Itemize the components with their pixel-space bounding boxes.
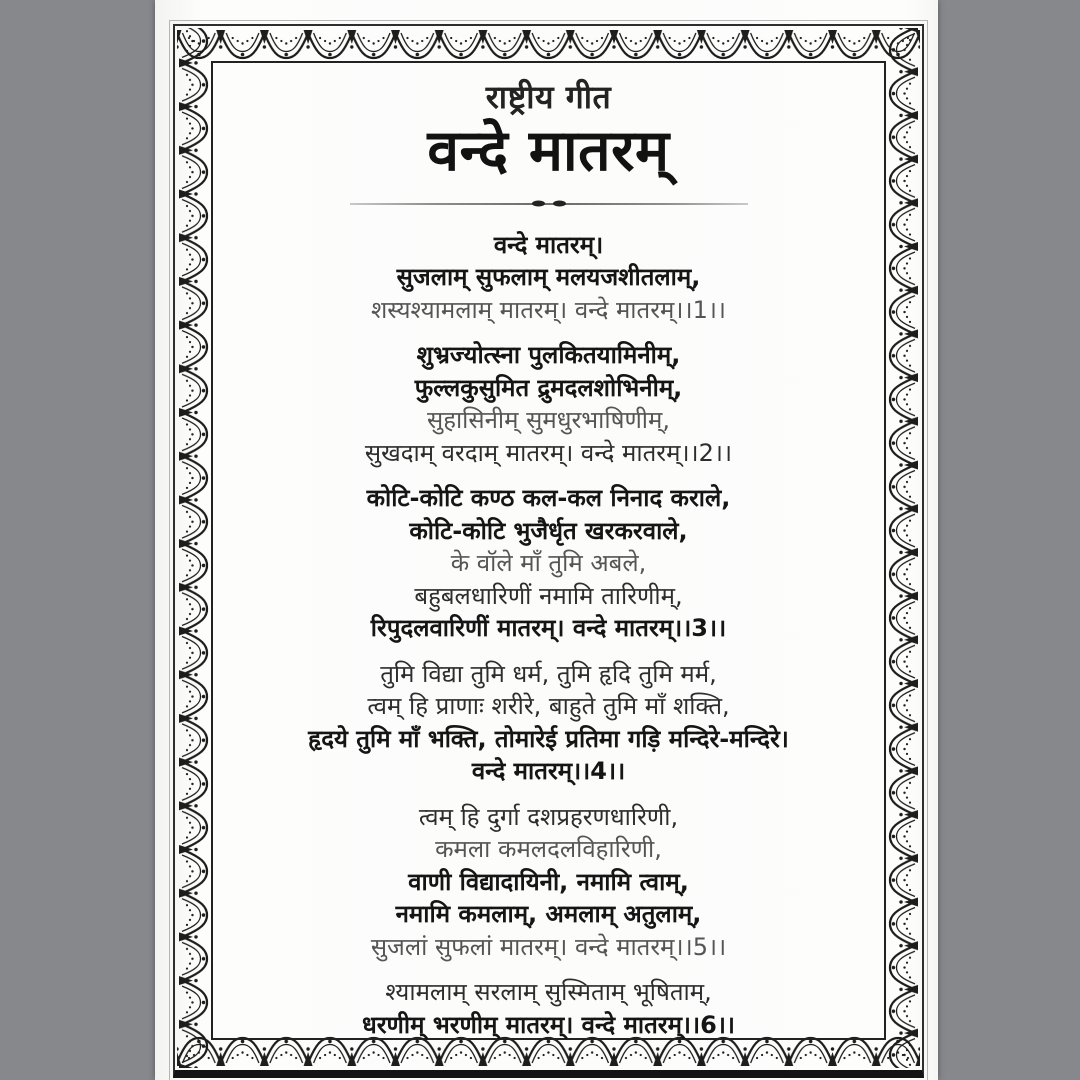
lyric-line: रिपुदलवारिणीं मातरम्। वन्दे मातरम्।।3।। bbox=[370, 614, 727, 643]
lyric-line: वन्दे मातरम्।।4।। bbox=[471, 757, 626, 786]
stanza-4 bbox=[213, 658, 884, 788]
title-divider bbox=[350, 203, 748, 205]
lyric-line: वन्दे मातरम्। bbox=[493, 230, 604, 259]
stanza-6 bbox=[213, 976, 884, 1041]
song-lyrics bbox=[213, 229, 884, 1042]
song-category-heading: राष्ट्रीय गीत bbox=[485, 78, 612, 116]
lyric-line: सुहासिनीम् सुमधुरभाषिणीम्, bbox=[426, 406, 671, 435]
lyric-line: त्वम् हि दुर्गा दशप्रहरणधारिणी, bbox=[418, 802, 679, 831]
divider-ornament bbox=[532, 200, 566, 207]
lyric-line: कमला कमलदलविहारिणी, bbox=[435, 835, 662, 864]
page-content bbox=[213, 61, 884, 1046]
stanza-3 bbox=[213, 482, 884, 645]
lyric-line: सुखदाम् वरदाम् मातरम्। वन्दे मातरम्।।2।। bbox=[364, 438, 733, 467]
ornamental-lace-border-right bbox=[887, 28, 920, 1068]
stanza-5 bbox=[213, 801, 884, 964]
lyric-line: नमामि कमलाम्, अमलाम् अतुलाम्, bbox=[395, 900, 702, 929]
lace-pattern bbox=[177, 28, 210, 1068]
lyric-line: सुजलाम् सुफलाम् मलयजशीतलाम्, bbox=[396, 263, 701, 292]
lyric-line: त्वम् हि प्राणाः शरीरे, बाहुते तुमि माँ शक्ति, bbox=[367, 692, 730, 721]
lyric-line: कोटि-कोटि भुजैर्धृत खरकरवाले, bbox=[409, 516, 688, 545]
lyric-line: धरणीम् भरणीम् मातरम्। वन्दे मातरम्।।6।। bbox=[361, 1010, 736, 1039]
lyric-line: के वॉले माँ तुमि अबले, bbox=[450, 549, 647, 578]
stanza-2 bbox=[213, 339, 884, 469]
ornamental-lace-border-left bbox=[177, 28, 210, 1068]
lace-pattern bbox=[177, 28, 920, 61]
lyric-line: सुजलां सुफलां मातरम्। वन्दे मातरम्।।5।। bbox=[370, 932, 727, 961]
scanned-page bbox=[155, 0, 938, 1080]
lyric-line: तुमि विद्या तुमि धर्म, तुमि हृदि तुमि मर्म, bbox=[380, 659, 717, 688]
lyric-line: कोटि-कोटि कण्ठ कल-कल निनाद कराले, bbox=[366, 484, 731, 513]
lyric-line: बहुबलधारिणीं नमामि तारिणीम्, bbox=[414, 581, 683, 610]
lyric-line: वाणी विद्यादायिनी, नमामि त्वाम्, bbox=[408, 867, 689, 896]
lace-pattern bbox=[887, 28, 920, 1068]
page-title: वन्दे मातरम् bbox=[427, 118, 670, 184]
lyric-line: श्यामलाम् सरलाम् सुस्मिताम् भूषिताम्, bbox=[385, 978, 712, 1007]
ornamental-lace-border-top bbox=[177, 28, 920, 61]
lyric-line: शुभ्रज्योत्स्ना पुलकितयामिनीम्, bbox=[416, 341, 681, 370]
lyric-line: शस्यश्यामलाम् मातरम्। वन्दे मातरम्।।1।। bbox=[370, 295, 727, 324]
lyric-line: हृदये तुमि माँ भक्ति, तोमारेई प्रतिमा गड़ि मन्दिरे-मन्दिरे। bbox=[308, 724, 789, 753]
stanza-1 bbox=[213, 229, 884, 327]
lyric-line: फुल्लकुसुमित द्रुमदलशोभिनीम्, bbox=[414, 373, 683, 402]
